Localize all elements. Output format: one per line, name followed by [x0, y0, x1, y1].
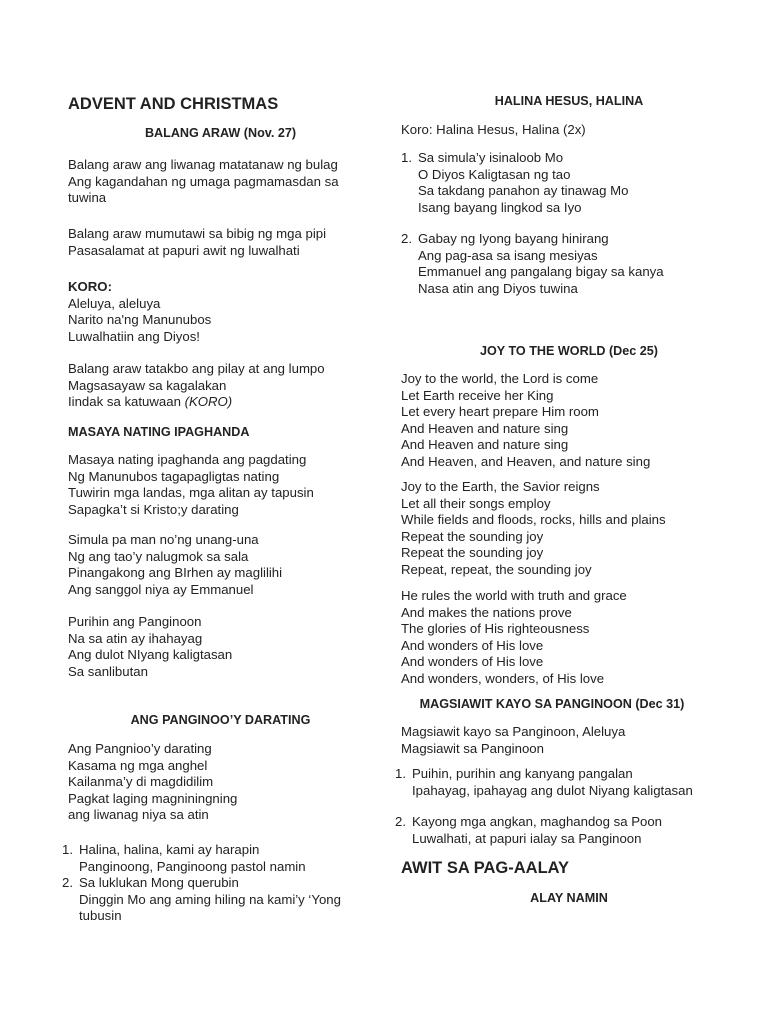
list-item [395, 766, 693, 799]
lyric-line: Pinangakong ang BIrhen ay maglilihi [68, 565, 283, 580]
lyric-line: Balang araw mumutawi sa bibig ng mga pipi [68, 226, 327, 241]
halina-numbered-list [401, 150, 664, 297]
song-title-halina-hesus: HALINA HESUS, HALINA [494, 94, 644, 108]
lyric-line: Repeat the sounding joy [401, 528, 544, 544]
lyric-line: Panginoong, Panginoong pastol namin [79, 858, 306, 874]
lyric-line: Sa sanlibutan [68, 663, 148, 679]
lyric-line: Gabay ng Iyong bayang hinirang [418, 231, 609, 246]
lyric-line: Purihin ang Panginoon [68, 614, 202, 629]
song-title-balang-araw: BALANG ARAW (Nov. 27) [144, 126, 297, 140]
lyric-line: Let Earth receive her King [401, 387, 554, 403]
list-item [62, 875, 341, 925]
lyric-line: Luwalhatiin ang Diyos! [68, 328, 200, 344]
lyric-line: And wonders of His love [401, 637, 544, 653]
lyric-line: Sa luklukan Mong querubin [79, 875, 239, 890]
section-title-advent: ADVENT AND CHRISTMAS [68, 95, 279, 113]
song-title-ang-panginoon: ANG PANGINOO’Y DARATING [130, 713, 311, 727]
lyric-line: Balang araw ang liwanag matatanaw ng bulag [68, 157, 338, 172]
lyric-line: And makes the nations prove [401, 604, 572, 620]
lyric-line: While fields and floods, rocks, hills and plains [401, 512, 666, 527]
lyric-line: And wonders, wonders, of His love [401, 670, 605, 686]
koro-label: KORO: [68, 279, 112, 294]
lyric-line: Aleluya, aleluya [68, 295, 161, 311]
lyric-line: Ipahayag, ipahayag ang dulot Niyang kaligtasan [412, 782, 693, 798]
lyric-line: Pagkat laging magniningning [68, 790, 238, 806]
list-item [401, 231, 664, 297]
lyric-line: Masaya nating ipaghanda ang pagdating [68, 452, 307, 467]
list-number: 2. [62, 875, 73, 890]
lyric-line: Kayong mga angkan, maghandog sa Poon [412, 814, 663, 829]
lyric-line: Dinggin Mo ang aming hiling na kami’y ‘Yong [79, 891, 341, 907]
masaya-verse-2 [68, 532, 282, 598]
list-number: 1. [401, 150, 412, 165]
lyric-line: Narito na'ng Manunubos [68, 312, 212, 327]
lyric-line: Repeat, repeat, the sounding joy [401, 561, 592, 577]
lyric-line: The glories of His righteousness [401, 621, 590, 636]
ang-panginoon-verse-1 [68, 741, 237, 824]
lyric-line: Emmanuel ang pangalang bigay sa kanya [418, 264, 664, 279]
lyric-line: Joy to the Earth, the Savior reigns [401, 479, 600, 494]
lyric-line: Kailanma’y di magdidilim [68, 774, 214, 789]
lyric-line: He rules the world with truth and grace [401, 588, 627, 603]
lyric-line: O Diyos Kaligtasan ng tao [418, 166, 571, 182]
lyric-line: Let every heart prepare Him room [401, 404, 599, 419]
balang-araw-koro [68, 279, 211, 345]
list-number: 2. [401, 231, 412, 246]
lyric-line: Magsasayaw sa kagalakan [68, 377, 227, 393]
lyric-line: Ang sanggol niya ay Emmanuel [68, 581, 254, 597]
lyric-line: Joy to the world, the Lord is come [401, 371, 599, 386]
list-item [395, 814, 693, 847]
masaya-verse-3 [68, 614, 232, 680]
section-title-pag-aalay: AWIT SA PAG-AALAY [401, 859, 570, 877]
lyric-line: And Heaven and nature sing [401, 437, 569, 452]
lyric-line: ang liwanag niya sa atin [68, 807, 209, 822]
lyric-line: Halina, halina, kami ay harapin [79, 842, 260, 857]
joy-verse-1 [401, 371, 650, 470]
joy-verse-2 [401, 479, 666, 578]
lyric-line: And Heaven and nature sing [401, 420, 569, 436]
lyric-line: Ng Manunubos tagapagligtas nating [68, 468, 280, 484]
list-item [401, 150, 664, 216]
lyric-line: Na sa atin ay ihahayag [68, 630, 203, 646]
song-title-alay-namin: ALAY NAMIN [530, 891, 608, 905]
song-title-masaya: MASAYA NATING IPAGHANDA [68, 425, 250, 439]
lyric-line: Ang Pangnioo’y darating [68, 741, 212, 756]
joy-verse-3 [401, 588, 627, 687]
lyric-line: Ang dulot NIyang kaligtasan [68, 647, 233, 662]
song-title-joy-to-the-world: JOY TO THE WORLD (Dec 25) [480, 344, 658, 358]
list-item [62, 842, 341, 875]
ang-panginoon-numbered-list [62, 842, 341, 925]
lyric-line: Nasa atin ang Diyos tuwina [418, 280, 578, 296]
lyric-line: Balang araw tatakbo ang pilay at ang lumpo [68, 361, 325, 376]
balang-araw-verse-1 [68, 157, 339, 207]
lyric-line: Magsiawit sa Panginoon [401, 740, 544, 756]
lyric-line: Let all their songs employ [401, 495, 551, 511]
lyric-line: Pasasalamat at papuri awit ng luwalhati [68, 242, 300, 258]
lyric-line: Kasama ng mga anghel [68, 757, 208, 773]
halina-koro: Koro: Halina Hesus, Halina (2x) [401, 122, 586, 137]
lyric-line: Sa simula’y isinaloob Mo [418, 150, 564, 165]
lyric-line: And Heaven, and Heaven, and nature sing [401, 453, 651, 469]
song-title-magsiawit: MAGSIAWIT KAYO SA PANGINOON (Dec 31) [419, 697, 685, 711]
list-number: 2. [395, 814, 406, 829]
lyric-text: Iindak sa katuwaan [68, 394, 181, 409]
lyric-line: And wonders of His love [401, 654, 544, 669]
masaya-verse-1 [68, 452, 314, 518]
lyric-line: tuwina [68, 190, 107, 205]
list-number: 1. [395, 766, 406, 781]
lyric-line: Repeat the sounding joy [401, 545, 544, 560]
lyric-line: Luwalhati, at papuri ialay sa Panginoon [412, 830, 642, 846]
lyric-line: Sa takdang panahon ay tinawag Mo [418, 183, 629, 198]
lyric-line: Ang pag-asa sa isang mesiyas [418, 247, 598, 263]
koro-reference: (KORO) [184, 394, 233, 409]
lyric-line: Ang kagandahan ng umaga pagmamasdan sa [68, 173, 339, 189]
lyric-line: Simula pa man no’ng unang-una [68, 532, 259, 547]
lyric-line: Sapagka’t si Kristo;y darating [68, 501, 239, 517]
balang-araw-verse-2 [68, 226, 326, 259]
lyric-line: Isang bayang lingkod sa Iyo [418, 199, 582, 215]
list-number: 1. [62, 842, 73, 857]
lyric-line [68, 394, 325, 411]
magsiawit-numbered-list [395, 766, 693, 847]
lyric-line: tubusin [79, 908, 122, 923]
lyric-line: Magsiawit kayo sa Panginoon, Aleluya [401, 724, 626, 739]
magsiawit-intro [401, 724, 625, 757]
lyric-line: Tuwirin mga landas, mga alitan ay tapusin [68, 485, 314, 500]
balang-araw-verse-3 [68, 361, 325, 411]
lyric-line: Ng ang tao’y nalugmok sa sala [68, 548, 249, 564]
lyric-line: Puihin, purihin ang kanyang pangalan [412, 766, 633, 781]
